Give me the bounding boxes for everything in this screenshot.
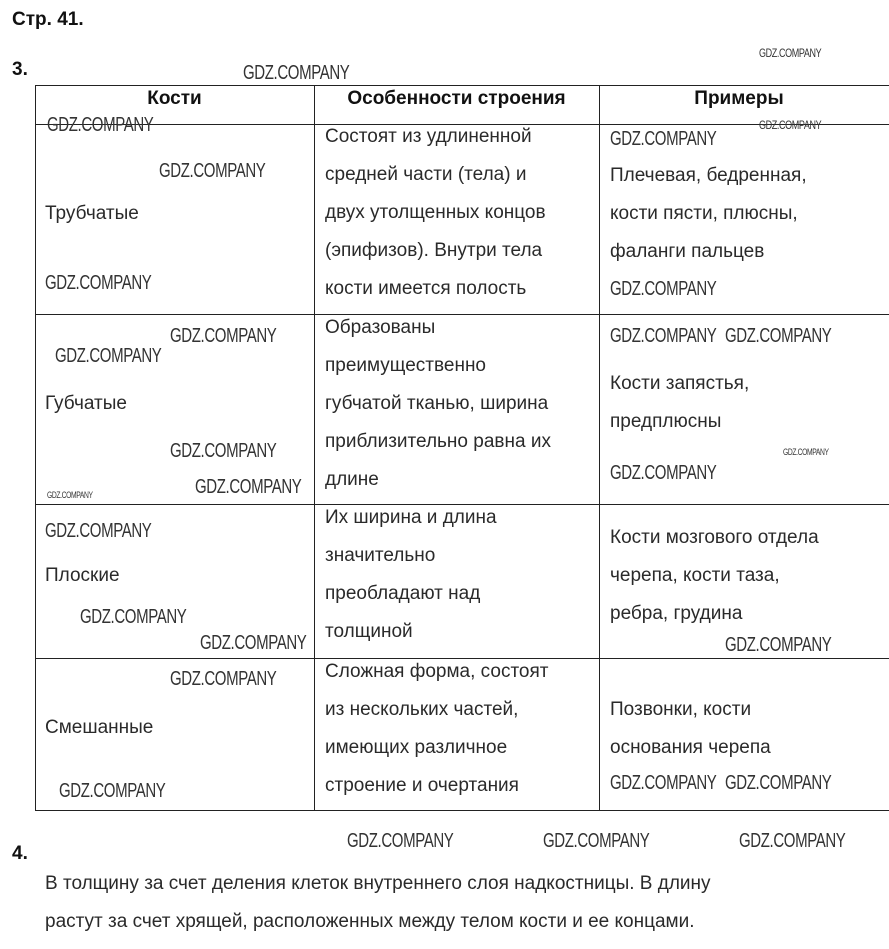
watermark: GDZ.COMPANY [47, 490, 93, 500]
bone-type: Плоские [45, 565, 120, 586]
bone-examples: Позвонки, кости основания черепа [610, 699, 771, 758]
page-title: Стр. 41. [12, 9, 84, 30]
header-examples: Примеры [694, 88, 784, 109]
bone-type: Губчатые [45, 393, 127, 414]
header-structure: Особенности строения [347, 88, 566, 109]
bone-type: Трубчатые [45, 203, 139, 224]
bone-structure: Их ширина и длина значительно преобладают над толщиной [325, 507, 497, 642]
watermark: GDZ.COMPANY [725, 772, 832, 794]
watermark: GDZ.COMPANY [759, 46, 822, 60]
watermark: GDZ.COMPANY [783, 447, 829, 457]
watermark: GDZ.COMPANY [610, 278, 717, 300]
watermark: GDZ.COMPANY [159, 160, 266, 182]
watermark: GDZ.COMPANY [759, 118, 822, 132]
watermark: GDZ.COMPANY [170, 325, 277, 347]
task-3-number: 3. [12, 59, 28, 80]
bone-type: Смешанные [45, 717, 154, 738]
table-border [35, 810, 889, 811]
watermark: GDZ.COMPANY [170, 440, 277, 462]
watermark: GDZ.COMPANY [610, 128, 717, 150]
task-4-number: 4. [12, 843, 28, 864]
header-bones: Кости [147, 88, 202, 109]
watermark: GDZ.COMPANY [347, 830, 454, 852]
watermark: GDZ.COMPANY [170, 668, 277, 690]
watermark: GDZ.COMPANY [200, 632, 307, 654]
bone-examples: Плечевая, бедренная, кости пясти, плюсны, фаланги пальцев [610, 165, 807, 262]
watermark: GDZ.COMPANY [725, 634, 832, 656]
bone-examples: Кости мозгового отдела черепа, кости таза, ребра, грудина [610, 527, 819, 624]
bone-structure: Сложная форма, состоят из нескольких частей, имеющих различное строение и очертания [325, 661, 549, 796]
watermark: GDZ.COMPANY [59, 780, 166, 802]
bone-structure: Состоят из удлиненной средней части (тела) и двух утолщенных концов (эпифизов). Внутри тела кости имеется полость [325, 126, 546, 299]
table-border [314, 85, 315, 811]
watermark: GDZ.COMPANY [610, 462, 717, 484]
watermark: GDZ.COMPANY [610, 772, 717, 794]
watermark: GDZ.COMPANY [243, 62, 350, 84]
table-border [599, 85, 600, 811]
watermark: GDZ.COMPANY [45, 272, 152, 294]
watermark: GDZ.COMPANY [195, 476, 302, 498]
watermark: GDZ.COMPANY [80, 606, 187, 628]
watermark: GDZ.COMPANY [55, 345, 162, 367]
watermark: GDZ.COMPANY [45, 520, 152, 542]
watermark: GDZ.COMPANY [739, 830, 846, 852]
watermark: GDZ.COMPANY [543, 830, 650, 852]
task-4-answer: В толщину за счет деления клеток внутреннего слоя надкостницы. В длину растут за счет хрящей, расположенных между телом кости и ее концами. [45, 873, 711, 932]
watermark: GDZ.COMPANY [47, 114, 154, 136]
bone-structure: Образованы преимущественно губчатой тканью, ширина приблизительно равна их длине [325, 317, 551, 490]
table-border [35, 85, 36, 811]
watermark: GDZ.COMPANY [610, 325, 717, 347]
watermark: GDZ.COMPANY [725, 325, 832, 347]
bone-examples: Кости запястья, предплюсны [610, 373, 750, 432]
